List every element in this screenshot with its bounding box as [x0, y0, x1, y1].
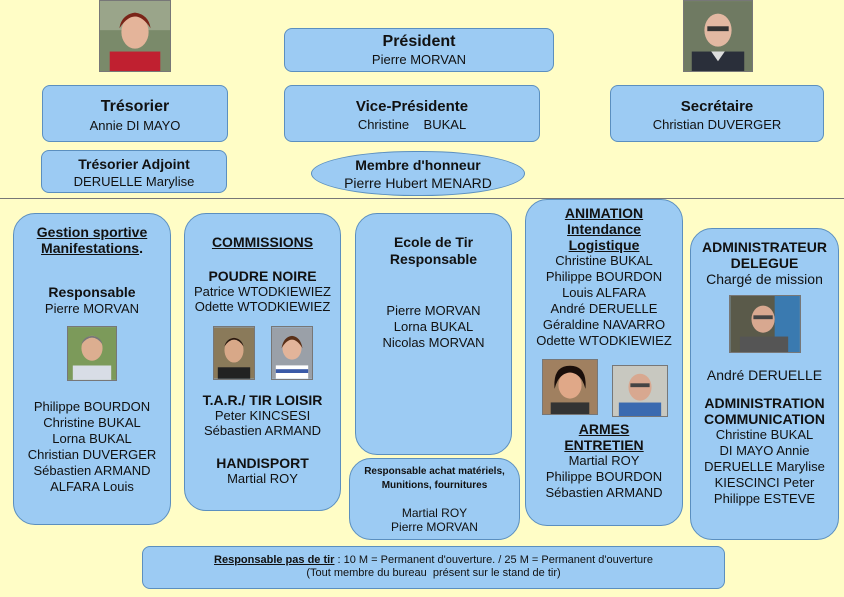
admin-comm-member: KIESCINCI Peter	[714, 475, 815, 490]
secretaire-box	[610, 85, 824, 142]
admin-comm-member: Christine BUKAL	[715, 427, 814, 442]
animation-box	[525, 199, 683, 526]
commissions-box	[184, 213, 341, 511]
admin-title1: ADMINISTRATEUR	[702, 239, 827, 255]
footer-text: : 10 M = Permanent d'ouverture. / 25 M = Permanent d'ouverture	[334, 554, 653, 566]
gestion-title2-dot: .	[139, 240, 143, 256]
footer-label: Responsable pas de tir	[214, 554, 335, 566]
tresorier-box	[42, 85, 228, 142]
ecole-member: Nicolas MORVAN	[382, 335, 485, 350]
honneur-title: Membre d'honneur	[355, 157, 481, 173]
achat-member: Martial ROY	[401, 506, 468, 520]
animation-title2: Intendance	[567, 221, 641, 237]
tresorier-adjoint-title: Trésorier Adjoint	[78, 156, 190, 172]
achat-title2: Munitions, fournitures	[381, 480, 488, 491]
president-name: Pierre MORVAN	[371, 52, 467, 67]
gestion-member: Philippe BOURDON	[33, 399, 151, 414]
president-box	[284, 28, 554, 72]
admin-subtitle: Chargé de mission	[706, 271, 823, 287]
tresorier-adjoint-name: DERUELLE Marylise	[73, 174, 195, 189]
gestion-member: Sébastien ARMAND	[33, 463, 151, 478]
poudre-member: Patrice WTODKIEWIEZ	[194, 284, 331, 299]
commissions-photos	[185, 326, 340, 380]
gestion-members	[14, 399, 170, 495]
secretaire-photo	[683, 0, 753, 72]
commission-photo	[213, 326, 255, 380]
gestion-photo	[67, 326, 117, 381]
ecole-member: Pierre MORVAN	[386, 303, 481, 318]
president-title: Président	[382, 33, 456, 50]
gestion-box	[13, 213, 171, 525]
tar-title: T.A.R./ TIR LOISIR	[202, 392, 323, 408]
animation-title1: ANIMATION	[564, 205, 644, 221]
admin-comm-member: DI MAYO Annie	[719, 443, 810, 458]
admin-comm-member: DERUELLE Marylise	[704, 459, 825, 474]
achat-title1: Responsable achat matériels,	[364, 466, 505, 477]
gestion-resp-title: Responsable	[48, 284, 136, 300]
honneur-name: Pierre Hubert MENARD	[344, 175, 492, 191]
tresorier-adjoint-box	[41, 150, 227, 193]
ecole-member: Lorna BUKAL	[393, 319, 474, 334]
vice-president-title: Vice-Présidente	[355, 98, 469, 115]
admin-comm-title2: COMMUNICATION	[703, 411, 826, 427]
ecole-title2: Responsable	[389, 251, 478, 267]
poudre-member: Odette WTODKIEWIEZ	[194, 299, 331, 314]
admin-comm-title1: ADMINISTRATION	[704, 395, 825, 411]
gestion-title2-wrap	[14, 240, 170, 256]
gestion-resp-name: Pierre MORVAN	[44, 301, 140, 316]
gestion-title2: Manifestations	[41, 240, 140, 256]
ecole-title1: Ecole de Tir	[393, 234, 474, 250]
armes-member: Sébastien ARMAND	[545, 485, 663, 500]
tresorier-photo	[99, 0, 171, 72]
footer-note: (Tout membre du bureau présent sur le stand de tir)	[306, 567, 561, 579]
vice-president-name: Christine BUKAL	[357, 117, 467, 132]
commissions-title: COMMISSIONS	[211, 234, 314, 250]
gestion-title1: Gestion sportive	[36, 224, 148, 240]
achat-member: Pierre MORVAN	[391, 520, 478, 534]
armes-member: Martial ROY	[568, 453, 640, 468]
ecole-box	[355, 213, 512, 455]
admin-comm-members	[691, 427, 838, 507]
animation-members	[526, 253, 682, 349]
vice-president-box	[284, 85, 540, 142]
armes-title1: ARMES	[578, 421, 630, 437]
footer-line	[143, 554, 724, 566]
honneur-box	[311, 151, 525, 196]
animation-member: Philippe BOURDON	[545, 269, 663, 284]
armes-title2: ENTRETIEN	[564, 437, 644, 453]
tar-member: Sébastien ARMAND	[203, 423, 322, 438]
admin-name: André DERUELLE	[706, 367, 823, 383]
gestion-member: ALFARA Louis	[50, 479, 134, 494]
gestion-member: Lorna BUKAL	[52, 431, 132, 446]
commission-photo	[271, 326, 313, 380]
admin-title2: DELEGUE	[730, 255, 799, 271]
handi-title: HANDISPORT	[216, 455, 309, 471]
secretaire-title: Secrétaire	[680, 98, 754, 115]
animation-member: Odette WTODKIEWIEZ	[536, 333, 672, 348]
animation-member: Géraldine NAVARRO	[542, 317, 666, 332]
animation-member: Christine BUKAL	[555, 253, 653, 268]
armes-member: Philippe BOURDON	[545, 469, 663, 484]
admin-box	[690, 228, 839, 540]
gestion-member: Christian DUVERGER	[27, 447, 157, 462]
footer-box	[142, 546, 725, 589]
tar-member: Peter KINCSESI	[214, 408, 311, 423]
admin-photo	[729, 295, 801, 353]
tresorier-name: Annie DI MAYO	[89, 118, 181, 133]
ecole-members	[356, 303, 511, 351]
separator-line	[0, 198, 844, 199]
gestion-member: Christine BUKAL	[43, 415, 141, 430]
animation-member: Louis ALFARA	[562, 285, 646, 300]
animation-member: André DERUELLE	[550, 301, 658, 316]
animation-photo	[612, 365, 668, 417]
handi-member: Martial ROY	[227, 471, 298, 486]
animation-photos	[526, 359, 682, 417]
achat-box	[349, 458, 520, 540]
animation-title3: Logistique	[568, 237, 640, 253]
admin-comm-member: Philippe ESTEVE	[713, 491, 816, 506]
animation-photo	[542, 359, 598, 415]
armes-members	[526, 453, 682, 501]
poudre-title: POUDRE NOIRE	[208, 268, 317, 284]
secretaire-name: Christian DUVERGER	[652, 117, 782, 132]
tresorier-title: Trésorier	[100, 98, 170, 115]
